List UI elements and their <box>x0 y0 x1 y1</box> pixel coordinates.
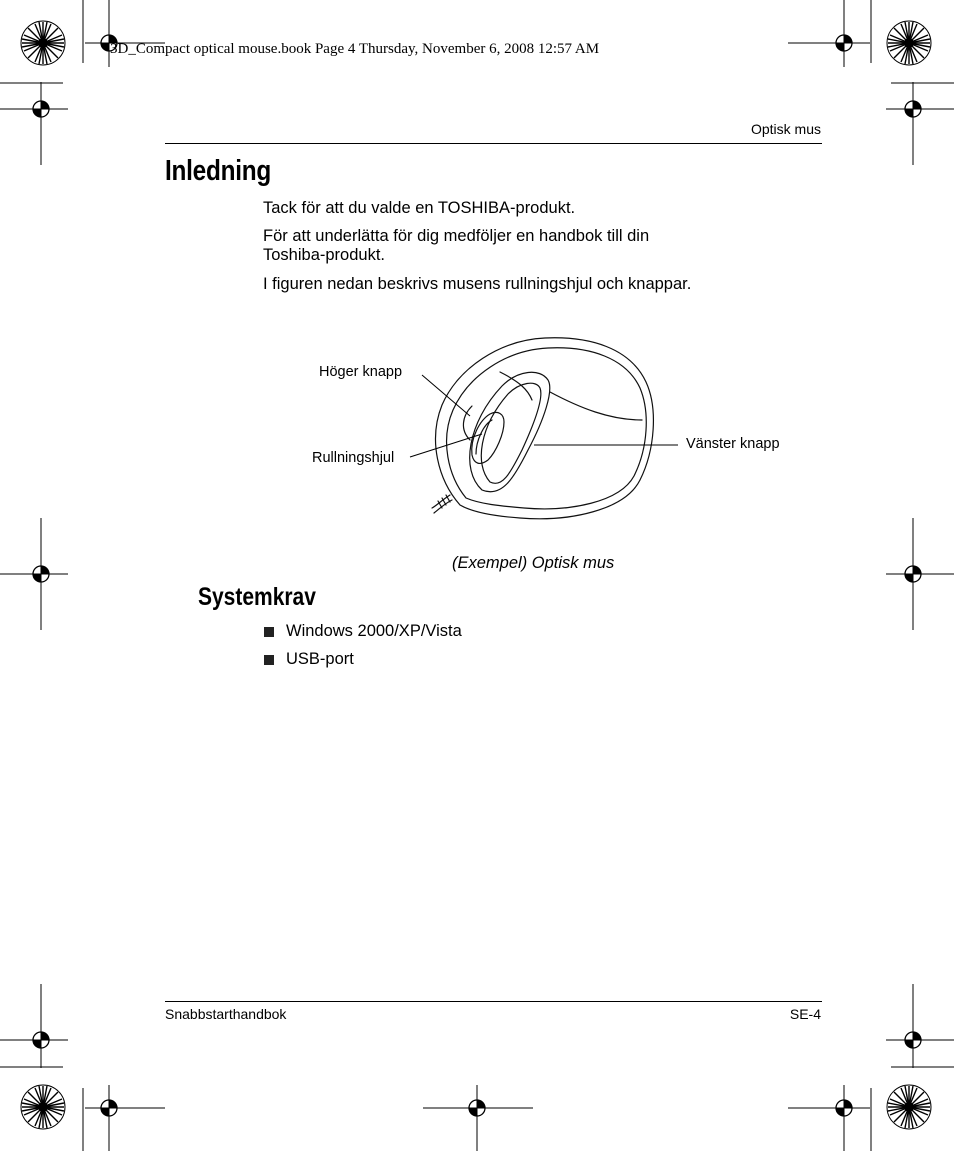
figure-caption: (Exempel) Optisk mus <box>452 554 615 572</box>
requirement-item: USB-port <box>286 650 354 668</box>
header-rule <box>165 143 822 144</box>
section-heading-requirements: Systemkrav <box>198 583 316 611</box>
bullet-icon <box>264 655 274 665</box>
callout-leaders <box>400 370 690 470</box>
running-header: Optisk mus <box>750 121 821 137</box>
callout-scroll-wheel: Rullningshjul <box>312 450 395 466</box>
section-heading-intro: Inledning <box>165 155 271 187</box>
footer-rule <box>165 1001 822 1002</box>
print-slug: 3D_Compact optical mouse.book Page 4 Thursday, November 6, 2008 12:57 AM <box>110 41 600 57</box>
bullet-icon <box>264 627 274 637</box>
callout-left-button: Vänster knapp <box>686 436 780 452</box>
intro-paragraph-2: För att underlätta för dig medföljer en handbok till din Toshiba-produkt. <box>263 227 650 264</box>
intro-paragraph-1: Tack för att du valde en TOSHIBA-produkt. <box>263 199 576 217</box>
intro-paragraph-3: I figuren nedan beskrivs musens rullningshjul och knappar. <box>263 275 692 293</box>
callout-right-button: Höger knapp <box>319 364 403 380</box>
footer-book-title: Snabbstarthandbok <box>165 1006 287 1022</box>
requirement-item: Windows 2000/XP/Vista <box>286 622 462 640</box>
page-number: SE-4 <box>789 1006 821 1022</box>
